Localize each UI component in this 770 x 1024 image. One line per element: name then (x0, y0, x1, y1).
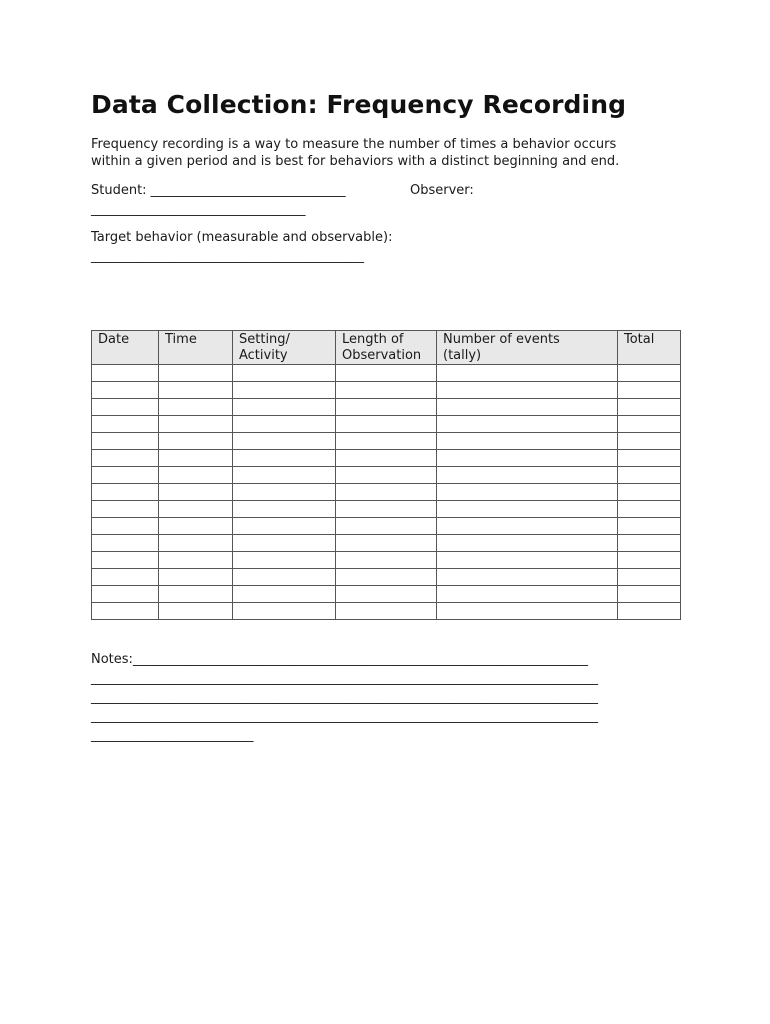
table-cell[interactable] (159, 399, 233, 416)
table-row (92, 365, 681, 382)
intro-line: Frequency recording is a way to measure the number of times a behavior occurs (91, 137, 617, 152)
table-cell[interactable] (336, 535, 437, 552)
table-row (92, 603, 681, 620)
table-row (92, 382, 681, 399)
table-cell[interactable] (618, 365, 681, 382)
table-row (92, 450, 681, 467)
table-cell[interactable] (336, 603, 437, 620)
table-cell[interactable] (159, 586, 233, 603)
notes-blank-line[interactable]: ______________________________________________________________________________ (91, 690, 598, 705)
table-header-row (92, 331, 681, 365)
table-cell[interactable] (618, 535, 681, 552)
table-cell[interactable] (437, 467, 618, 484)
table-cell[interactable] (92, 484, 159, 501)
header-line: Activity (239, 348, 288, 363)
table-cell[interactable] (233, 501, 336, 518)
table-cell[interactable] (92, 433, 159, 450)
column-header-date (92, 331, 159, 365)
notes-blank-line[interactable]: ______________________________________________________________________________ (91, 709, 598, 724)
intro-line: within a given period and is best for behaviors with a distinct beginning and end. (91, 154, 620, 169)
table-cell[interactable] (336, 399, 437, 416)
table-cell[interactable] (618, 603, 681, 620)
header-line: Date (98, 332, 130, 347)
table-cell[interactable] (92, 365, 159, 382)
table-cell[interactable] (233, 535, 336, 552)
student-field[interactable]: Student: ______________________________ (91, 183, 346, 198)
table-cell[interactable] (159, 603, 233, 620)
table-row (92, 416, 681, 433)
table-cell[interactable] (336, 518, 437, 535)
table-row (92, 399, 681, 416)
table-cell[interactable] (437, 382, 618, 399)
page-title: Data Collection: Frequency Recording (91, 90, 627, 119)
table-cell[interactable] (92, 416, 159, 433)
table-cell[interactable] (92, 518, 159, 535)
table-cell[interactable] (233, 518, 336, 535)
table-row (92, 433, 681, 450)
table-body (92, 365, 681, 620)
table-cell[interactable] (437, 399, 618, 416)
table-cell[interactable] (92, 603, 159, 620)
table-cell[interactable] (92, 501, 159, 518)
table-cell[interactable] (336, 365, 437, 382)
table-cell[interactable] (92, 535, 159, 552)
table-cell[interactable] (159, 484, 233, 501)
column-header-number-of-events (437, 331, 618, 365)
table-cell[interactable] (618, 416, 681, 433)
table-cell[interactable] (336, 586, 437, 603)
table-cell[interactable] (618, 433, 681, 450)
table-cell[interactable] (233, 603, 336, 620)
table-cell[interactable] (159, 518, 233, 535)
table-cell[interactable] (618, 552, 681, 569)
table-cell[interactable] (92, 552, 159, 569)
column-header-length-of-observation (336, 331, 437, 365)
table-row (92, 586, 681, 603)
notes-blank-line[interactable]: _________________________ (91, 728, 254, 743)
table-cell[interactable] (437, 365, 618, 382)
column-header-total (618, 331, 681, 365)
table-cell[interactable] (159, 501, 233, 518)
notes-blank-line[interactable]: ______________________________________________________________________ (132, 652, 588, 667)
table-cell[interactable] (233, 467, 336, 484)
table-row (92, 501, 681, 518)
table-cell[interactable] (437, 535, 618, 552)
header-line: Setting/ (239, 332, 290, 347)
table-cell[interactable] (437, 450, 618, 467)
table-cell[interactable] (159, 433, 233, 450)
notes-field[interactable] (91, 651, 588, 668)
table-cell[interactable] (618, 484, 681, 501)
table-cell[interactable] (618, 569, 681, 586)
table-cell[interactable] (233, 433, 336, 450)
table-cell[interactable] (618, 467, 681, 484)
table-cell[interactable] (92, 382, 159, 399)
header-line: Total (624, 332, 655, 347)
header-line: Length of (342, 332, 404, 347)
table-cell[interactable] (437, 518, 618, 535)
table-cell[interactable] (336, 501, 437, 518)
table-cell[interactable] (159, 552, 233, 569)
table-cell[interactable] (437, 484, 618, 501)
table-row (92, 484, 681, 501)
table-cell[interactable] (437, 569, 618, 586)
observer-field[interactable]: Observer: (410, 183, 474, 198)
table-cell[interactable] (437, 552, 618, 569)
table-cell[interactable] (336, 433, 437, 450)
table-cell[interactable] (437, 501, 618, 518)
table-cell[interactable] (233, 416, 336, 433)
column-header-setting-activity (233, 331, 336, 365)
table-cell[interactable] (618, 518, 681, 535)
column-header-time (159, 331, 233, 365)
table-cell[interactable] (159, 365, 233, 382)
notes-label: Notes: (91, 652, 133, 667)
table-cell[interactable] (618, 399, 681, 416)
table-cell[interactable] (159, 467, 233, 484)
header-line: Time (165, 332, 197, 347)
intro-paragraph (91, 136, 691, 170)
table-cell[interactable] (92, 450, 159, 467)
table-cell[interactable] (437, 416, 618, 433)
table-cell[interactable] (233, 569, 336, 586)
table-cell[interactable] (336, 416, 437, 433)
table-cell[interactable] (159, 450, 233, 467)
table-cell[interactable] (159, 569, 233, 586)
table-cell[interactable] (159, 416, 233, 433)
table-cell[interactable] (233, 552, 336, 569)
table-cell[interactable] (437, 433, 618, 450)
table-cell[interactable] (92, 569, 159, 586)
table-cell[interactable] (336, 484, 437, 501)
table-cell[interactable] (618, 382, 681, 399)
table-cell[interactable] (618, 586, 681, 603)
table-row (92, 535, 681, 552)
table-cell[interactable] (159, 535, 233, 552)
table-cell[interactable] (618, 501, 681, 518)
table-cell[interactable] (233, 399, 336, 416)
table-cell[interactable] (336, 552, 437, 569)
table-cell[interactable] (233, 484, 336, 501)
table-cell[interactable] (437, 586, 618, 603)
header-line: (tally) (443, 348, 482, 363)
table-cell[interactable] (233, 586, 336, 603)
table-row (92, 552, 681, 569)
notes-blank-line[interactable]: ______________________________________________________________________________ (91, 671, 598, 686)
table-cell[interactable] (92, 399, 159, 416)
target-behavior-label: Target behavior (measurable and observable): (91, 230, 393, 245)
table-cell[interactable] (437, 603, 618, 620)
table-row (92, 569, 681, 586)
table-cell[interactable] (336, 569, 437, 586)
table-cell[interactable] (92, 467, 159, 484)
table-cell[interactable] (233, 382, 336, 399)
table-cell[interactable] (233, 450, 336, 467)
table-cell[interactable] (618, 450, 681, 467)
header-line: Observation (342, 348, 422, 363)
table-row (92, 518, 681, 535)
observer-blank-line[interactable]: _________________________________ (91, 202, 306, 217)
table-cell[interactable] (92, 586, 159, 603)
table-row (92, 467, 681, 484)
table-cell[interactable] (336, 467, 437, 484)
frequency-table (91, 330, 681, 620)
table-cell[interactable] (233, 365, 336, 382)
table-cell[interactable] (159, 382, 233, 399)
target-behavior-blank-line[interactable]: __________________________________________ (91, 249, 364, 264)
table-cell[interactable] (336, 382, 437, 399)
header-line: Number of events (443, 332, 560, 347)
table-cell[interactable] (336, 450, 437, 467)
